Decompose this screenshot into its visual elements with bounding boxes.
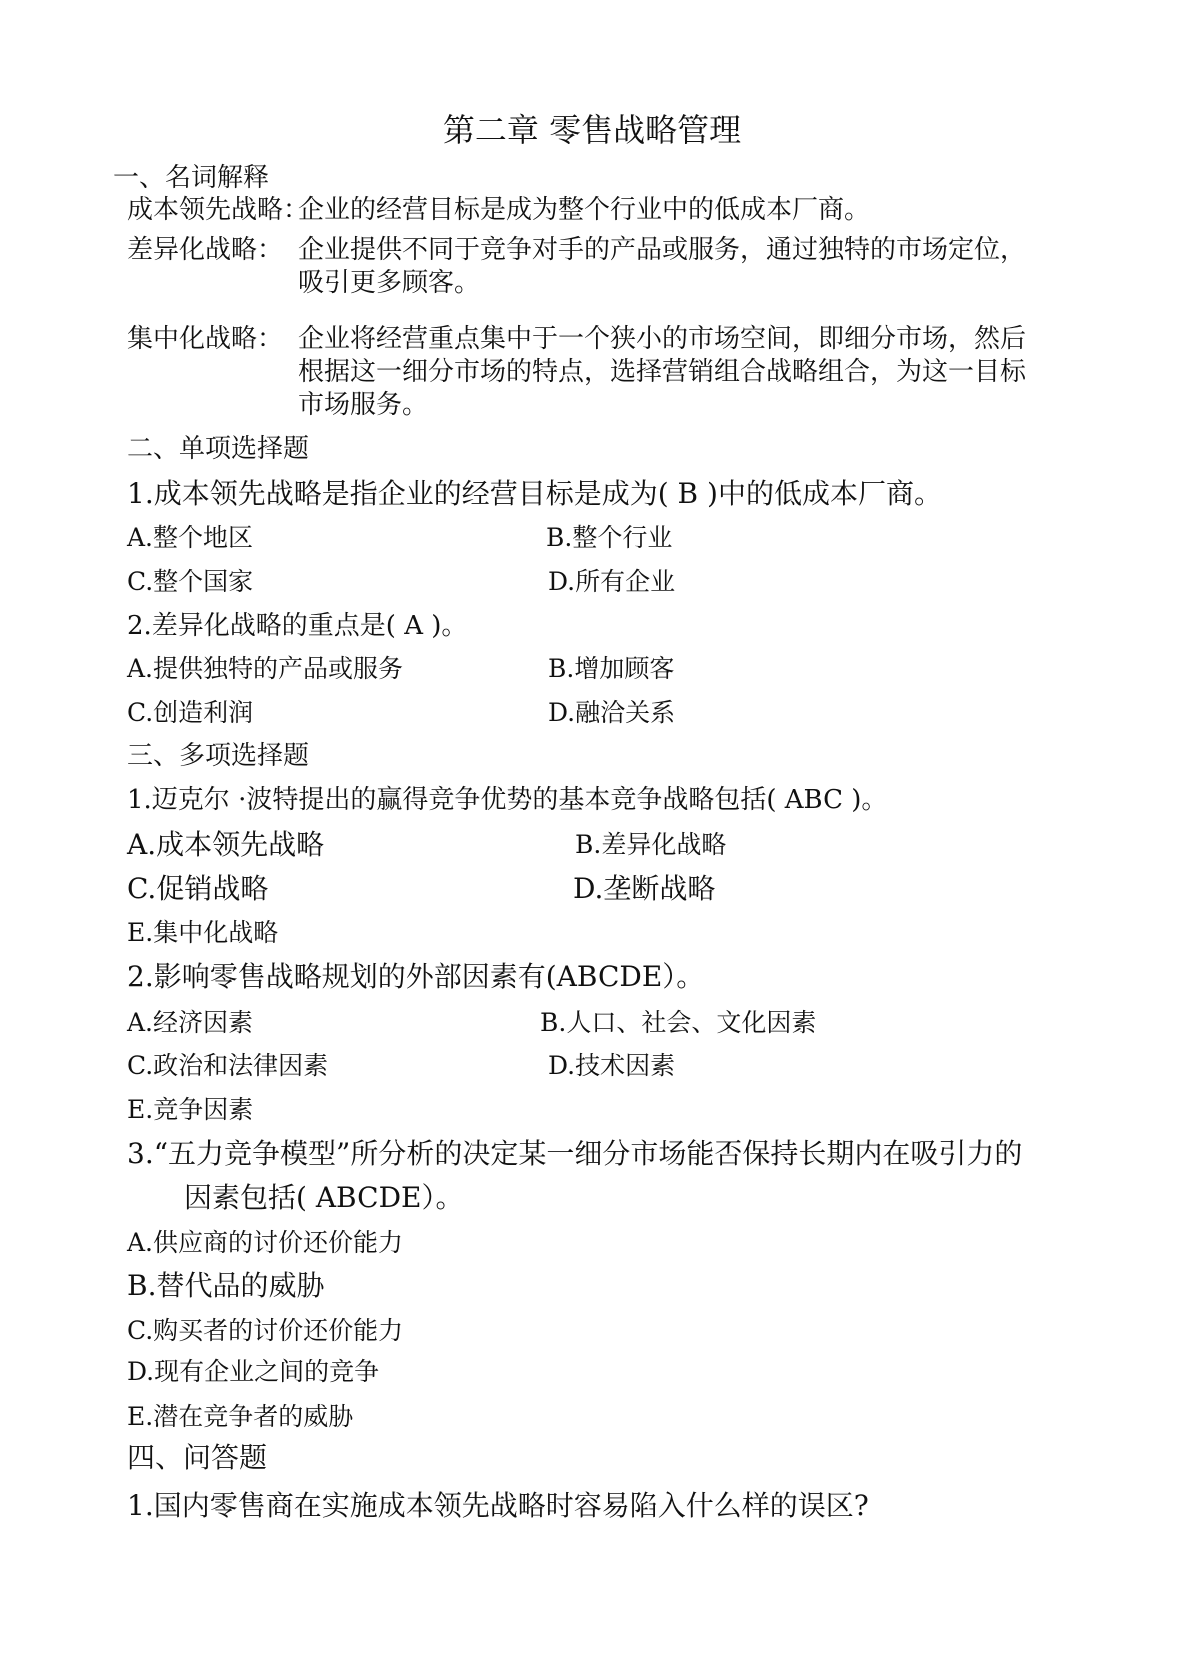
multi-q1-option-e: E.集中化战略 xyxy=(127,918,279,947)
multi-q2-option-a: A.经济因素 xyxy=(127,1008,254,1037)
multi-q2-option-c: C.政治和法律因素 xyxy=(127,1051,329,1080)
multi-q2-option-d: D.技术因素 xyxy=(548,1051,676,1080)
multi-q3-option-c: C.购买者的讨价还价能力 xyxy=(127,1316,404,1345)
multi-q2-option-e: E.竞争因素 xyxy=(127,1095,254,1124)
section-heading-single-choice: 二、单项选择题 xyxy=(127,434,310,464)
multi-q1-option-b: B.差异化战略 xyxy=(575,830,727,859)
section-heading-multi-choice: 三、多项选择题 xyxy=(127,741,310,771)
qa-q1-text: 1.国内零售商在实施成本领先战略时容易陷入什么样的误区? xyxy=(127,1489,869,1522)
single-q2-option-c: C.创造利润 xyxy=(127,698,254,727)
single-q1-text: 1.成本领先战略是指企业的经营目标是成为( B )中的低成本厂商。 xyxy=(127,477,942,510)
term-cost-leadership: 成本领先战略： xyxy=(127,195,310,225)
single-q1-option-d: D.所有企业 xyxy=(548,567,676,596)
single-q1-option-b: B.整个行业 xyxy=(546,523,673,552)
multi-q3-option-b: B.替代品的威胁 xyxy=(127,1269,325,1302)
page-title: 第二章 零售战略管理 xyxy=(442,111,742,149)
multi-q2-text: 2.影响零售战略规划的外部因素有(ABCDE）。 xyxy=(127,960,705,993)
term-cost-leadership-def: 企业的经营目标是成为整个行业中的低成本厂商。 xyxy=(298,195,871,225)
single-q1-option-c: C.整个国家 xyxy=(127,567,254,596)
multi-q1-option-c: C.促销战略 xyxy=(127,872,269,905)
multi-q1-option-a: A.成本领先战略 xyxy=(127,828,325,861)
single-q2-text: 2.差异化战略的重点是( A )。 xyxy=(127,611,468,641)
single-q2-option-a: A.提供独特的产品或服务 xyxy=(127,654,404,683)
term-focus-def-line2: 根据这一细分市场的特点，选择营销组合战略组合，为这一目标 xyxy=(298,357,1027,387)
multi-q1-option-d: D.垄断战略 xyxy=(573,872,716,905)
term-focus-def-line1: 企业将经营重点集中于一个狭小的市场空间，即细分市场，然后 xyxy=(298,324,1027,354)
section-heading-qa: 四、问答题 xyxy=(127,1441,268,1474)
term-differentiation: 差异化战略： xyxy=(127,235,284,265)
multi-q3-option-d: D.现有企业之间的竞争 xyxy=(127,1357,380,1386)
term-differentiation-def-line2: 吸引更多顾客。 xyxy=(298,268,481,298)
term-focus: 集中化战略： xyxy=(127,324,284,354)
single-q2-option-b: B.增加顾客 xyxy=(548,654,675,683)
multi-q1-text: 1.迈克尔 ·波特提出的赢得竞争优势的基本竞争战略包括( ABC )。 xyxy=(127,785,888,815)
multi-q2-option-b: B.人口、社会、文化因素 xyxy=(540,1008,817,1037)
multi-q3-text-line2: 因素包括( ABCDE）。 xyxy=(184,1181,464,1214)
multi-q3-option-e: E.潜在竞争者的威胁 xyxy=(127,1402,354,1431)
single-q1-option-a: A.整个地区 xyxy=(127,523,254,552)
single-q2-option-d: D.融洽关系 xyxy=(548,698,676,727)
multi-q3-option-a: A.供应商的讨价还价能力 xyxy=(127,1228,404,1257)
term-differentiation-def-line1: 企业提供不同于竞争对手的产品或服务，通过独特的市场定位， xyxy=(298,235,1027,265)
term-focus-def-line3: 市场服务。 xyxy=(298,390,429,420)
multi-q3-text-line1: 3.“五力竞争模型”所分析的决定某一细分市场能否保持长期内在吸引力的 xyxy=(127,1137,1023,1170)
section-heading-glossary: 一、名词解释 xyxy=(113,163,270,193)
